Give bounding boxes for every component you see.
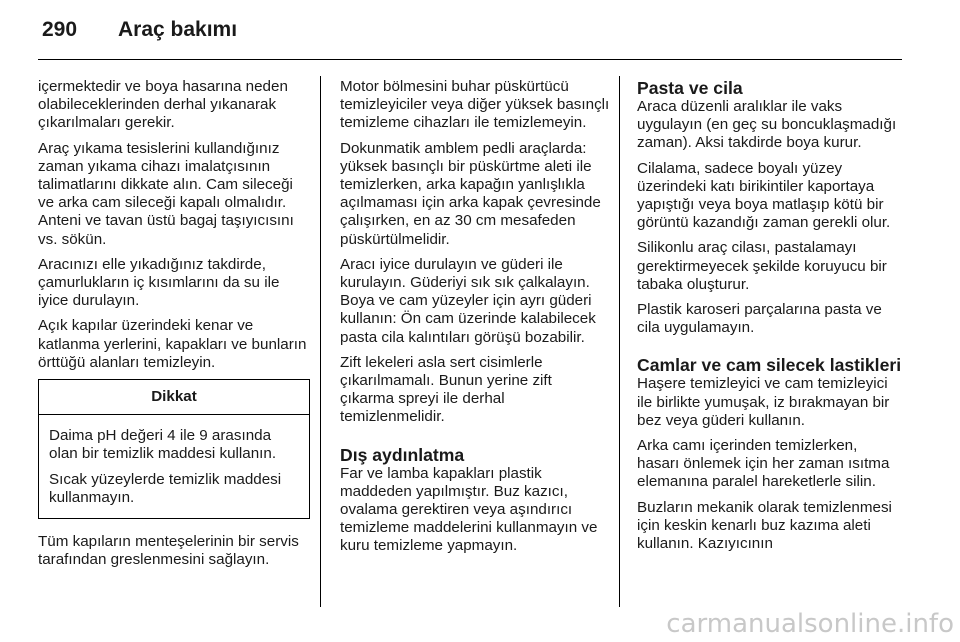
caution-text: Daima pH değeri 4 ile 9 arasında olan bir temizlik maddesi kullanın. bbox=[49, 427, 277, 463]
paragraph: Açık kapılar üzerindeki kenar ve katlanma yerlerini, kapakları ve bunların örttüğü alanları temizleyin. bbox=[38, 317, 307, 371]
paragraph: Araç yıkama tesislerini kullandığınız zaman yıkama cihazı imalatçısının talimatlarını dikkate alın. Cam sileceği ve arka cam sileceği kapalı olmalıdır. Anteni ve tavan üstü bagaj taşıyıcısını vs. sökün. bbox=[38, 139, 294, 248]
column-divider-left bbox=[320, 76, 321, 607]
paragraph: Arka camı içerinden temizlerken, hasarı önlemek için her zaman ısıtma elemanına paralel hareketlerle silin. bbox=[637, 437, 890, 491]
caution-title: Dikkat bbox=[39, 380, 309, 415]
page-number: 290 bbox=[42, 18, 78, 41]
paragraph: Far ve lamba kapakları plastik maddeden yapılmıştır. Buz kazıcı, ovalama gerektiren veya aşındırıcı temizleme maddelerini kullanmayın ve kuru temizleme yapmayın. bbox=[340, 464, 598, 555]
paragraph: Tüm kapıların menteşelerinin bir servis tarafından greslenmesini sağlayın. bbox=[38, 533, 299, 569]
paragraph: Araca düzenli aralıklar ile vaks uygulayın (en geç su boncuklaşmadığı zaman). Aksi takdirde boya kurur. bbox=[637, 98, 897, 152]
paragraph: Plastik karoseri parçalarına pasta ve cila uygulamayın. bbox=[637, 301, 882, 337]
paragraph: Zift lekeleri asla sert cisimlerle çıkarılmamalı. Bunun yerine zift çıkarma spreyi ile derhal temizlenmelidir. bbox=[340, 353, 552, 426]
section-heading-exterior-lighting: Dış aydınlatma bbox=[340, 444, 465, 465]
watermark: carmanualsonline.info bbox=[666, 609, 954, 639]
paragraph: Haşere temizleyici ve cam temizleyici ile birlikte yumuşak, iz bırakmayan bir bez veya güderi kullanın. bbox=[637, 375, 890, 429]
caution-box bbox=[38, 379, 310, 519]
column-left bbox=[38, 78, 310, 576]
paragraph: Aracı iyice durulayın ve güderi ile kurulayın. Güderiyi sık sık çalkalayın. Boya ve cam yüzeyler için ayrı güderi kullanın: Ön cam üzerinde kalabilecek pasta cila kalıntıları görüşü bozabilir. bbox=[340, 255, 596, 346]
caution-text: Sıcak yüzeylerde temizlik maddesi kullanmayın. bbox=[49, 470, 282, 506]
header-rule bbox=[38, 59, 902, 60]
column-divider-right bbox=[619, 76, 620, 607]
page-title: Araç bakımı bbox=[118, 18, 238, 41]
paragraph: Buzların mekanik olarak temizlenmesi için keskin kenarlı buz kazıma aleti kullanın. Kazıyıcının bbox=[637, 498, 892, 553]
paragraph: Motor bölmesini buhar püskürtücü temizleyiciler veya diğer yüksek basınçlı temizleme cihazları ile temizlemeyin. bbox=[340, 78, 610, 132]
paragraph: Cilalama, sadece boyalı yüzey üzerindeki katı birikintiler kaportaya yapıştığı veya boya matlaşıp kötü bir görüntü kazandığı zaman gerekli olur. bbox=[637, 159, 891, 232]
section-heading-windows-wipers: Camlar ve cam silecek lastikleri bbox=[637, 355, 902, 376]
paragraph: içermektedir ve boya hasarına neden olabileceklerinden derhal yıkanarak çıkarılmaları gerekir. bbox=[38, 78, 288, 132]
paragraph: Dokunmatik amblem pedli araçlarda: yüksek basınçlı bir püskürtme aleti ile temizlerken, arka kapağın yanlışlıkla açılmaması için arka kapak çevresinde çalışırken, en az 30 cm mesafeden püskürtülmelidir. bbox=[340, 139, 601, 248]
caution-body bbox=[39, 415, 309, 518]
column-middle bbox=[340, 78, 610, 563]
paragraph: Silikonlu araç cilası, pastalamayı gerektirmeyecek şekilde koruyucu bir tabaka oluşturur. bbox=[637, 239, 887, 293]
column-right bbox=[637, 78, 903, 560]
paragraph: Aracınızı elle yıkadığınız takdirde, çamurlukların iç kısımlarını da su ile iyice durulayın. bbox=[38, 255, 280, 310]
section-heading-polish: Pasta ve cila bbox=[637, 78, 743, 98]
